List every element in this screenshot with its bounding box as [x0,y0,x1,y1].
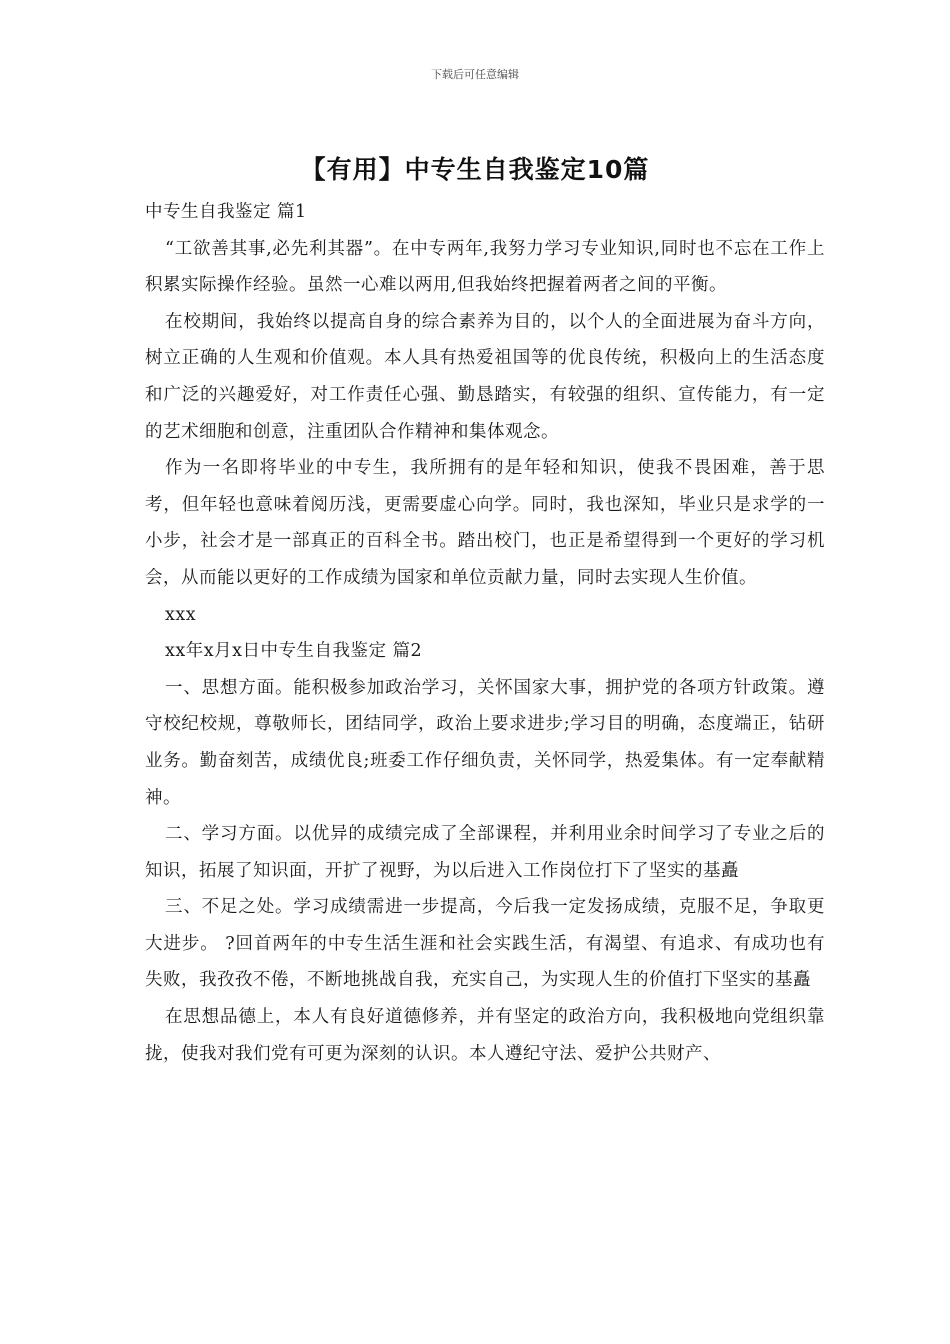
signature-name: xxx [165,604,197,625]
document-title: 【有用】中专生自我鉴定10篇 [300,155,650,184]
paragraph: 在校期间，我始终以提高自身的综合素养为目的，以个人的全面进展为奋斗方向，树立正确的人生观和价值观。本人具有热爱祖国等的优良传统，积极向上的生活态度和广泛的兴趣爱好，对工作责任心强、勤恳踏实，有较强的组织、宣传能力，有一定的艺术细胞和创意，注重团队合作精神和集体观念。 [145,311,825,442]
paragraph: “工欲善其事,必先利其器”。在中专两年,我努力学习专业知识,同时也不忘在工作上积累实际操作经验。虽然一心难以两用,但我始终把握着两者之间的平衡。 [145,238,825,296]
paragraph: 作为一名即将毕业的中专生，我所拥有的是年轻和知识，使我不畏困难，善于思考，但年轻也意味着阅历浅，更需要虚心向学。同时，我也深知，毕业只是求学的一小步，社会才是一部真正的百科全书。踏出校门，也正是希望得到一个更好的学习机会，从而能以更好的工作成绩为国家和单位贡献力量，同时去实现人生价值。 [145,458,825,588]
paragraph: 一、思想方面。能积极参加政治学习，关怀国家大事，拥护党的各项方针政策。遵守校纪校规，尊敬师长，团结同学，政治上要求进步;学习目的明确，态度端正，钻研业务。勤奋刻苦，成绩优良;班委工作仔细负责，关怀同学，热爱集体。有一定奉献精神。 [145,677,825,808]
paragraph: 三、不足之处。学习成绩需进一步提高，今后我一定发扬成绩，克服不足，争取更大进步。 ?回首两年的中专生活生涯和社会实践生活，有渴望、有追求、有成功也有失败，我孜孜不倦，不断地挑战自我，充实自己，为实现人生的价值打下坚实的基矗 [145,897,825,991]
paragraph: 在思想品德上，本人有良好道德修养，并有坚定的政治方向，我积极地向党组织靠拢，使我对我们党有可更为深刻的认识。本人遵纪守法、爱护公共财产、 [145,1007,825,1064]
page-header-note: 下载后可任意编辑 [431,68,519,81]
section-heading-2: xx年x月x日中专生自我鉴定 篇2 [165,641,423,662]
section-heading-1: 中专生自我鉴定 篇1 [145,202,307,222]
document-body [145,194,825,1072]
paragraph: 二、学习方面。以优异的成绩完成了全部课程，并利用业余时间学习了专业之后的知识，拓展了知识面，开扩了视野，为以后进入工作岗位打下了坚实的基矗 [145,824,825,881]
